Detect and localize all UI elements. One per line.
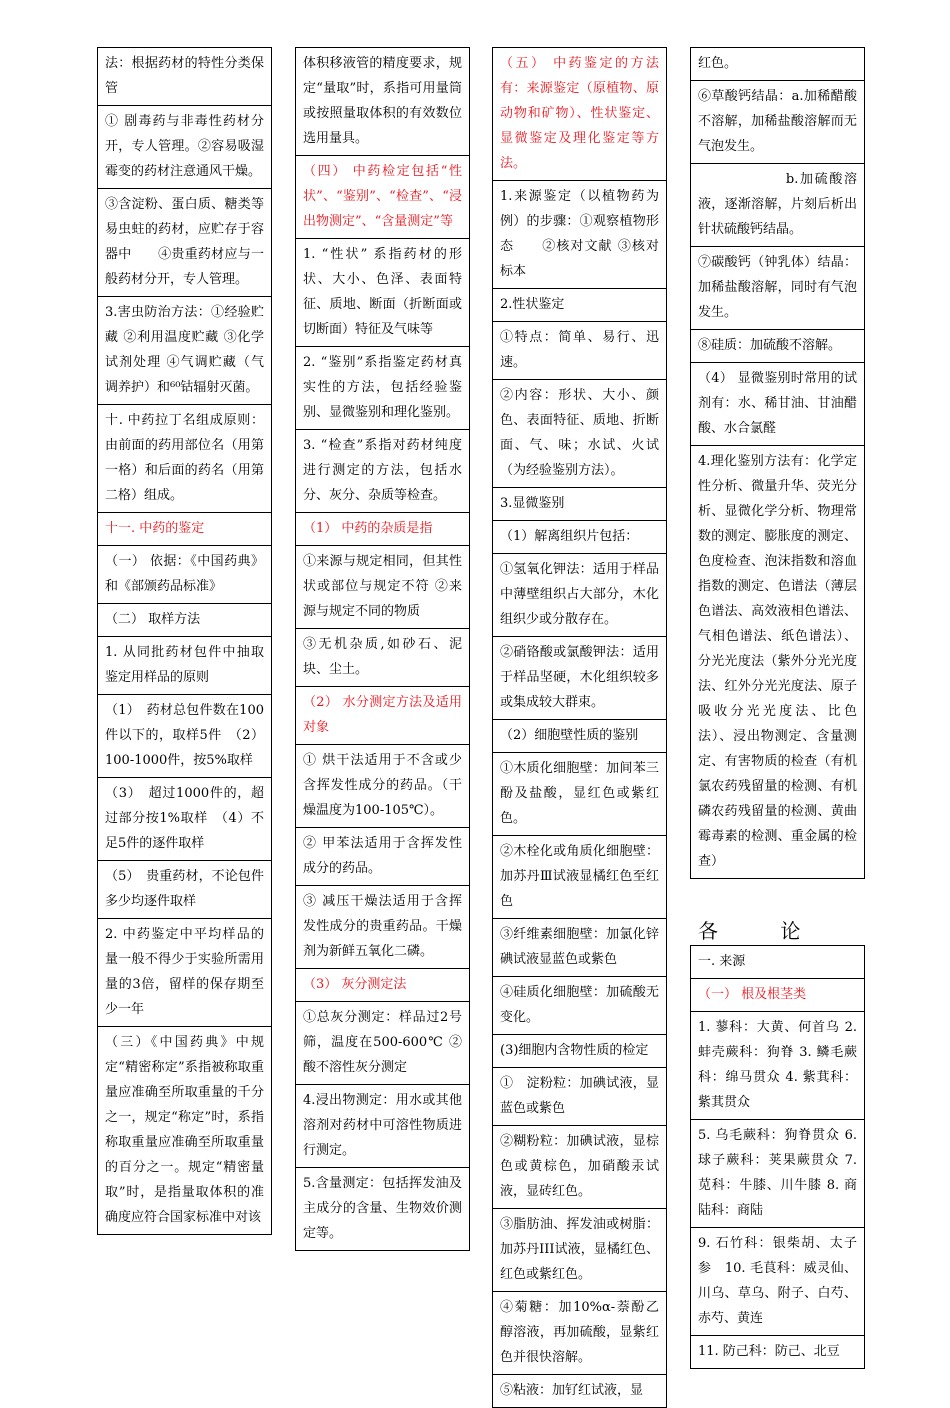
section-title-cell: （五） 中药鉴定的方法有：来源鉴定（原植物、原动物和矿物）、性状鉴定、显微鉴定及理化鉴定等方法。 [492, 47, 667, 181]
text-cell: ⑧硅质：加硫酸不溶解。 [690, 329, 865, 363]
text-cell: 体积移液管的精度要求，规定“量取”时，系指可用量筒或按照量取体积的有效数位选用量具。 [295, 47, 470, 156]
text-cell: ⑤粘液：加钌红试液，显 [492, 1374, 667, 1408]
text-cell: ⑦碳酸钙（钟乳体）结晶：加稀盐酸溶解，同时有气泡发生。 [690, 246, 865, 330]
text-cell: 1. 蓼科：大黄、何首乌 2. 蚌壳蕨科：狗脊 3. 鳞毛蕨科：绵马贯众 4. 紫萁科：紫萁贯众 [690, 1011, 865, 1120]
text-cell: ①特点：简单、易行、迅速。 [492, 321, 667, 380]
text-cell: 1. “性状” 系指药材的形状、大小、色泽、表面特征、质地、断面（折断面或切断面）特征及气味等 [295, 238, 470, 347]
column-1 [97, 48, 272, 1235]
text-cell: 5.含量测定：包括挥发油及主成分的含量、生物效价测定等。 [295, 1167, 470, 1251]
text-cell: ① 烘干法适用于不含或少含挥发性成分的药品。（干燥温度为100-105℃）。 [295, 744, 470, 828]
text-cell: 法：根据药材的特性分类保管 [97, 47, 272, 106]
text-cell: 4.浸出物测定：用水或其他溶剂对药材中可溶性物质进行测定。 [295, 1084, 470, 1168]
text-cell: 2.性状鉴定 [492, 288, 667, 322]
text-cell: ④菊糖：加10%α-萘酚乙醇溶液，再加硫酸，显紫红色并很快溶解。 [492, 1291, 667, 1375]
text-cell: ⑥草酸钙结晶：a.加稀醋酸不溶解，加稀盐酸溶解而无气泡发生。 [690, 80, 865, 164]
text-cell: （5） 贵重药材，不论包件多少均逐件取样 [97, 860, 272, 919]
text-cell: ①氢氧化钾法：适用于样品中薄壁组织占大部分，木化组织少或分散存在。 [492, 553, 667, 637]
text-cell: ③无机杂质,如砂石、泥块、尘土。 [295, 628, 470, 687]
text-cell: 1. 从同批药材包件中抽取鉴定用样品的原则 [97, 636, 272, 695]
text-cell: 3.显微鉴别 [492, 487, 667, 521]
text-cell: 红色。 [690, 47, 865, 81]
text-cell: (3)细胞内含物性质的检定 [492, 1034, 667, 1068]
text-cell: 5. 乌毛蕨科：狗脊贯众 6. 球子蕨科：荚果蕨贯众 7. 苋科：牛膝、川牛膝 8. 商陆科：商陆 [690, 1119, 865, 1228]
text-cell: （3） 超过1000件的，超过部分按1%取样 （4）不足5件的逐件取样 [97, 777, 272, 861]
text-cell: 11. 防己科：防己、北豆 [690, 1335, 865, 1369]
section-heading: 各 论 [698, 919, 829, 943]
text-cell: （一） 依据：《中国药典》和《部颁药品标准》 [97, 545, 272, 604]
text-cell: ①总灰分测定：样品过2号筛，温度在500-600℃ ②酸不溶性灰分测定 [295, 1001, 470, 1085]
text-cell: 9. 石竹科：银柴胡、太子参 10. 毛茛科：威灵仙、川乌、草乌、附子、白芍、赤芍、黄连 [690, 1227, 865, 1336]
column-2 [295, 48, 470, 1251]
text-cell: 2. “鉴别”系指鉴定药材真实性的方法，包括经验鉴别、显微鉴别和理化鉴别。 [295, 346, 470, 430]
section-title-cell: （1） 中药的杂质是指 [295, 512, 470, 546]
text-cell: ②内容：形状、大小、颜色、表面特征、质地、折断面、气、味；水试、火试（为经验鉴别方法）。 [492, 379, 667, 488]
text-cell: 2. 中药鉴定中平均样品的量一般不得少于实验所需用量的3倍，留样的保存期至少一年 [97, 918, 272, 1027]
text-cell: ③纤维素细胞壁：加氯化锌碘试液显蓝色或紫色 [492, 918, 667, 977]
text-cell: （三）《中国药典》中规定“精密称定”系指被称取重量应准确至所取重量的千分之一，规定“称定”时，系指称取重量应准确至所取重量的百分之一。规定“精密量取”时，是指量取体积的准确度应符合国家标准中对该 [97, 1026, 272, 1235]
text-cell: 4.理化鉴别方法有：化学定性分析、微量升华、荧光分析、显微化学分析、物理常数的测定、膨胀度的测定、色度检查、泡沫指数和溶血指数的测定、色谱法（薄层色谱法、高效液相色谱法、气相色谱法、纸色谱法）、分光光度法（紫外分光光度法、红外分光光度法、原子吸收分光光度法、比色法）、浸出物测定、含量测定、有害物质的检查（有机氯农药残留量的检测、有机磷农药残留量的检测、黄曲霉毒素的检测、重金属的检查） [690, 445, 865, 879]
text-cell: （二） 取样方法 [97, 603, 272, 637]
text-cell: ①来源与规定相同，但其性状或部位与规定不符 ②来源与规定不同的物质 [295, 545, 470, 629]
section-title-cell: （一） 根及根茎类 [690, 978, 865, 1012]
text-cell: 3. “检查”系指对药材纯度进行测定的方法，包括水分、灰分、杂质等检查。 [295, 429, 470, 513]
text-cell: b.加硫酸溶液，逐渐溶解，片刻后析出针状硫酸钙结晶。 [690, 163, 865, 247]
text-cell: 一. 来源 [690, 945, 865, 979]
text-cell: ① 剧毒药与非毒性药材分开，专人管理。②容易吸湿霉变的药材注意通风干燥。 [97, 105, 272, 189]
section-title-cell: （3） 灰分测定法 [295, 968, 470, 1002]
column-4 [690, 48, 865, 1369]
text-cell: 3.害虫防治方法：①经验贮藏 ②利用温度贮藏 ③化学试剂处理 ④气调贮藏（气调养护）和⁶⁰钴辐射灭菌。 [97, 296, 272, 405]
text-cell: ③含淀粉、蛋白质、糖类等易虫蛀的药材，应贮存于容器中 ④贵重药材应与一般药材分开，专人管理。 [97, 188, 272, 297]
text-cell: （1） 药材总包件数在100件以下的，取样5件 （2）100-1000件，按5%取样 [97, 694, 272, 778]
text-cell: ③ 减压干燥法适用于含挥发性成分的贵重药品。干燥剂为新鲜五氧化二磷。 [295, 885, 470, 969]
text-cell: ②硝铬酸或氯酸钾法：适用于样品坚硬，木化组织较多或集成较大群束。 [492, 636, 667, 720]
text-cell: ④硅质化细胞壁：加硫酸无变化。 [492, 976, 667, 1035]
text-cell: （1）解离组织片包括： [492, 520, 667, 554]
text-cell: 十. 中药拉丁名组成原则：由前面的药用部位名（用第一格）和后面的药名（用第二格）组成。 [97, 404, 272, 513]
text-cell: ①木质化细胞壁：加间苯三酚及盐酸，显红色或紫红色。 [492, 752, 667, 836]
column-3 [492, 48, 667, 1408]
section-title-cell: （2） 水分测定方法及适用对象 [295, 686, 470, 745]
text-cell: ②糊粉粒：加碘试液，显棕色或黄棕色，加硝酸汞试液，显砖红色。 [492, 1125, 667, 1209]
text-cell: 1.来源鉴定（以植物药为例）的步骤：①观察植物形态 ②核对文献 ③核对标本 [492, 180, 667, 289]
text-cell: （4） 显微鉴别时常用的试剂有：水、稀甘油、甘油醋酸、水合氯醛 [690, 362, 865, 446]
text-cell: （2）细胞壁性质的鉴别 [492, 719, 667, 753]
text-cell: ②木栓化或角质化细胞壁：加苏丹Ⅲ试液显橘红色至红色 [492, 835, 667, 919]
section-title-cell: 十一. 中药的鉴定 [97, 512, 272, 546]
text-cell: ③脂肪油、挥发油或树脂：加苏丹III试液，显橘红色、红色或紫红色。 [492, 1208, 667, 1292]
text-cell: ② 甲苯法适用于含挥发性成分的药品。 [295, 827, 470, 886]
text-cell: ① 淀粉粒：加碘试液，显蓝色或紫色 [492, 1067, 667, 1126]
section-title-cell: （四） 中药检定包括“性状”、“鉴别”、“检查”、“浸出物测定”、“含量测定”等 [295, 155, 470, 239]
